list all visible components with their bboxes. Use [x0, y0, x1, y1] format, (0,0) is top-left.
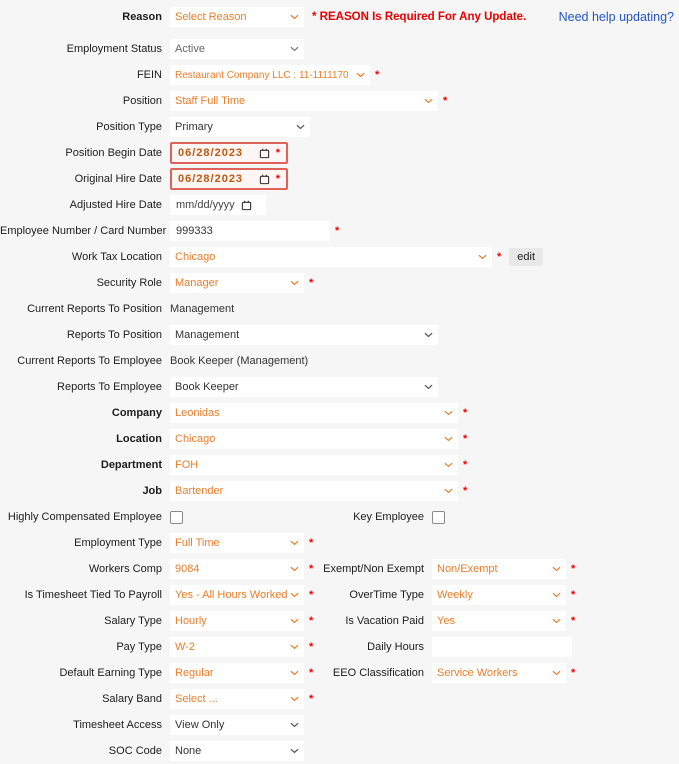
key-employee-checkbox[interactable]: [432, 511, 445, 524]
default-earning-type-cell: [170, 663, 322, 683]
timesheet-access-value: View Only: [175, 719, 225, 731]
timesheet-access-label: Timesheet Access: [73, 719, 162, 731]
row-employment-status: [0, 36, 679, 62]
is-vacation-paid-value: Yes: [437, 615, 455, 627]
reports-to-position-select[interactable]: [170, 325, 438, 345]
fein-value: Restaurant Company LLC : 11-1111170: [175, 69, 349, 81]
position-value: Staff Full Time: [175, 95, 246, 107]
row-location: [0, 426, 679, 452]
row-job: [0, 478, 679, 504]
chevron-down-icon: [290, 592, 299, 598]
is-timesheet-tied-select[interactable]: [170, 585, 304, 605]
daily-hours-label: Daily Hours: [367, 641, 424, 653]
exempt-non-exempt-select[interactable]: [432, 559, 566, 579]
position-begin-date-value: 06/28/2023: [178, 147, 244, 159]
salary-type-value: Hourly: [175, 615, 207, 627]
pay-type-cell: [170, 637, 322, 657]
chevron-down-icon: [356, 72, 365, 78]
department-value: FOH: [175, 459, 199, 471]
position-type-value: Primary: [175, 121, 213, 133]
pay-type-select[interactable]: [170, 637, 304, 657]
work-tax-location-select[interactable]: [170, 247, 492, 267]
workers-comp-select[interactable]: [170, 559, 304, 579]
chevron-down-icon: [444, 436, 453, 442]
row-security-role: [0, 270, 679, 296]
salary-type-cell: [170, 611, 322, 631]
department-select[interactable]: [170, 455, 458, 475]
row-employee-number: [0, 218, 679, 244]
adjusted-hire-date-label: Adjusted Hire Date: [69, 199, 162, 211]
highly-compensated-checkbox[interactable]: [170, 511, 183, 524]
employment-type-value: Full Time: [175, 537, 220, 549]
workers-comp-value: 9084: [175, 563, 200, 575]
chevron-down-icon: [290, 722, 299, 728]
chevron-down-icon: [424, 384, 433, 390]
row-original-hire-date: [0, 166, 679, 192]
calendar-icon: [259, 174, 270, 185]
location-select[interactable]: [170, 429, 458, 449]
is-timesheet-tied-cell: [170, 585, 322, 605]
employment-status-select[interactable]: [170, 39, 304, 59]
required-asterisk: *: [309, 563, 314, 575]
salary-band-label: Salary Band: [102, 693, 162, 705]
current-reports-to-employee-label: Current Reports To Employee: [17, 355, 162, 367]
row-current-reports-to-position: [0, 296, 679, 322]
pay-type-label: Pay Type: [116, 641, 162, 653]
overtime-type-value: Weekly: [437, 589, 473, 601]
employee-number-input[interactable]: [170, 221, 330, 241]
location-label: Location: [116, 433, 162, 445]
chevron-down-icon: [290, 46, 299, 52]
company-value: Leonidas: [175, 407, 220, 419]
row-workers-comp: [0, 556, 679, 582]
is-vacation-paid-label: Is Vacation Paid: [345, 615, 424, 627]
required-asterisk: *: [463, 459, 468, 471]
required-asterisk: *: [309, 277, 314, 289]
salary-type-select[interactable]: [170, 611, 304, 631]
chevron-down-icon: [290, 566, 299, 572]
required-asterisk: *: [309, 641, 314, 653]
reason-label: Reason: [122, 11, 162, 23]
is-timesheet-tied-value: Yes - All Hours Worked: [175, 589, 287, 601]
calendar-icon: [259, 148, 270, 159]
required-asterisk: *: [463, 407, 468, 419]
default-earning-type-value: Regular: [175, 667, 214, 679]
eeo-classification-label: EEO Classification: [332, 667, 424, 679]
job-select[interactable]: [170, 481, 458, 501]
overtime-type-label: OverTime Type: [349, 589, 424, 601]
position-begin-date-input[interactable]: [170, 142, 288, 164]
original-hire-date-label: Original Hire Date: [74, 173, 162, 185]
row-company: [0, 400, 679, 426]
salary-band-select[interactable]: [170, 689, 304, 709]
row-adjusted-hire-date: [0, 192, 679, 218]
reason-value: Select Reason: [175, 11, 247, 23]
required-asterisk: *: [571, 563, 576, 575]
reports-to-employee-value: Book Keeper: [175, 381, 239, 393]
row-reason: [0, 4, 679, 30]
required-asterisk: *: [309, 615, 314, 627]
adjusted-hire-date-placeholder: mm/dd/yyyy: [176, 199, 235, 211]
default-earning-type-label: Default Earning Type: [59, 667, 162, 679]
employment-status-value: Active: [175, 43, 205, 55]
row-department: [0, 452, 679, 478]
location-value: Chicago: [175, 433, 216, 445]
key-employee-label: Key Employee: [353, 511, 424, 523]
eeo-classification-value: Service Workers: [437, 667, 518, 679]
job-label: Job: [142, 485, 162, 497]
employment-status-label: Employment Status: [66, 43, 162, 55]
work-tax-location-label: Work Tax Location: [71, 251, 162, 263]
chevron-down-icon: [424, 98, 433, 104]
position-begin-date-label: Position Begin Date: [65, 147, 162, 159]
chevron-down-icon: [296, 124, 305, 130]
row-salary-type: [0, 608, 679, 634]
required-asterisk: *: [571, 667, 576, 679]
chevron-down-icon: [552, 592, 561, 598]
chevron-down-icon: [290, 280, 299, 286]
chevron-down-icon: [424, 332, 433, 338]
fein-select[interactable]: [170, 65, 370, 85]
workers-comp-cell: [170, 559, 322, 579]
salary-band-value: Select ...: [175, 693, 218, 705]
current-reports-to-employee-value: Book Keeper (Management): [170, 355, 309, 367]
reason-required-warning: * REASON Is Required For Any Update.: [312, 11, 527, 23]
salary-type-label: Salary Type: [104, 615, 162, 627]
chevron-down-icon: [444, 462, 453, 468]
chevron-down-icon: [290, 540, 299, 546]
pay-type-value: W-2: [175, 641, 195, 653]
row-fein: [0, 62, 679, 88]
security-role-select[interactable]: [170, 273, 304, 293]
edit-button[interactable]: edit: [509, 248, 543, 266]
exempt-non-exempt-value: Non/Exempt: [437, 563, 498, 575]
original-hire-date-value: 06/28/2023: [178, 173, 244, 185]
required-asterisk: *: [309, 537, 314, 549]
current-reports-to-position-label: Current Reports To Position: [27, 303, 162, 315]
adjusted-hire-date-input[interactable]: [170, 195, 266, 215]
chevron-down-icon: [552, 670, 561, 676]
required-asterisk: *: [309, 667, 314, 679]
row-position-begin-date: [0, 140, 679, 166]
soc-code-value: None: [175, 745, 202, 757]
required-asterisk: *: [571, 615, 576, 627]
required-asterisk: *: [275, 173, 280, 185]
required-asterisk: *: [309, 589, 314, 601]
chevron-down-icon: [444, 488, 453, 494]
fein-label: FEIN: [136, 69, 162, 81]
daily-hours-input[interactable]: [432, 637, 572, 657]
calendar-icon: [241, 200, 252, 211]
row-reports-to-employee: [0, 374, 679, 400]
row-salary-band: [0, 686, 679, 712]
row-position: [0, 88, 679, 114]
soc-code-label: SOC Code: [108, 745, 162, 757]
required-asterisk: *: [275, 147, 280, 159]
company-label: Company: [111, 407, 162, 419]
need-help-link[interactable]: Need help updating?: [558, 10, 674, 24]
position-label: Position: [122, 95, 162, 107]
soc-code-select[interactable]: [170, 741, 304, 761]
row-work-tax-location: [0, 244, 679, 270]
required-asterisk: *: [375, 69, 380, 81]
position-select[interactable]: [170, 91, 438, 111]
chevron-down-icon: [290, 14, 299, 20]
position-type-label: Position Type: [96, 121, 162, 133]
required-asterisk: *: [571, 589, 576, 601]
overtime-type-select[interactable]: [432, 585, 566, 605]
employment-type-select[interactable]: [170, 533, 304, 553]
row-timesheet-tied: [0, 582, 679, 608]
chevron-down-icon: [552, 566, 561, 572]
employee-number-label: Employee Number / Card Number: [0, 225, 167, 237]
is-timesheet-tied-label: Is Timesheet Tied To Payroll: [24, 589, 162, 601]
reports-to-position-value: Management: [175, 329, 240, 341]
security-role-value: Manager: [175, 277, 219, 289]
required-asterisk: *: [497, 251, 502, 263]
position-type-select[interactable]: [170, 117, 310, 137]
row-timesheet-access: [0, 712, 679, 738]
row-reports-to-position: [0, 322, 679, 348]
work-tax-location-value: Chicago: [175, 251, 216, 263]
reports-to-employee-label: Reports To Employee: [57, 381, 162, 393]
exempt-non-exempt-label: Exempt/Non Exempt: [323, 563, 424, 575]
row-pay-type: [0, 634, 679, 660]
department-label: Department: [100, 459, 162, 471]
chevron-down-icon: [290, 748, 299, 754]
required-asterisk: *: [335, 225, 340, 237]
company-select[interactable]: [170, 403, 458, 423]
employment-type-label: Employment Type: [74, 537, 162, 549]
chevron-down-icon: [478, 254, 487, 260]
required-asterisk: *: [309, 693, 314, 705]
timesheet-access-select[interactable]: [170, 715, 304, 735]
required-asterisk: *: [443, 95, 448, 107]
highly-compensated-cell: [170, 511, 322, 524]
is-vacation-paid-select[interactable]: [432, 611, 566, 631]
row-soc-code: [0, 738, 679, 764]
required-asterisk: *: [463, 433, 468, 445]
workers-comp-label: Workers Comp: [88, 563, 162, 575]
required-asterisk: *: [463, 485, 468, 497]
current-reports-to-position-value: Management: [170, 303, 235, 315]
chevron-down-icon: [290, 644, 299, 650]
job-value: Bartender: [175, 485, 224, 497]
chevron-down-icon: [552, 618, 561, 624]
chevron-down-icon: [290, 696, 299, 702]
row-employee-flags: [0, 504, 679, 530]
row-employment-type: [0, 530, 679, 556]
security-role-label: Security Role: [96, 277, 162, 289]
reports-to-position-label: Reports To Position: [66, 329, 162, 341]
chevron-down-icon: [444, 410, 453, 416]
reason-select[interactable]: [170, 7, 304, 27]
row-default-earning-type: [0, 660, 679, 686]
original-hire-date-input[interactable]: [170, 168, 288, 190]
chevron-down-icon: [290, 670, 299, 676]
default-earning-type-select[interactable]: [170, 663, 304, 683]
eeo-classification-select[interactable]: [432, 663, 566, 683]
row-current-reports-to-employee: [0, 348, 679, 374]
row-position-type: [0, 114, 679, 140]
reports-to-employee-select[interactable]: [170, 377, 438, 397]
chevron-down-icon: [290, 618, 299, 624]
highly-compensated-label: Highly Compensated Employee: [7, 511, 162, 523]
